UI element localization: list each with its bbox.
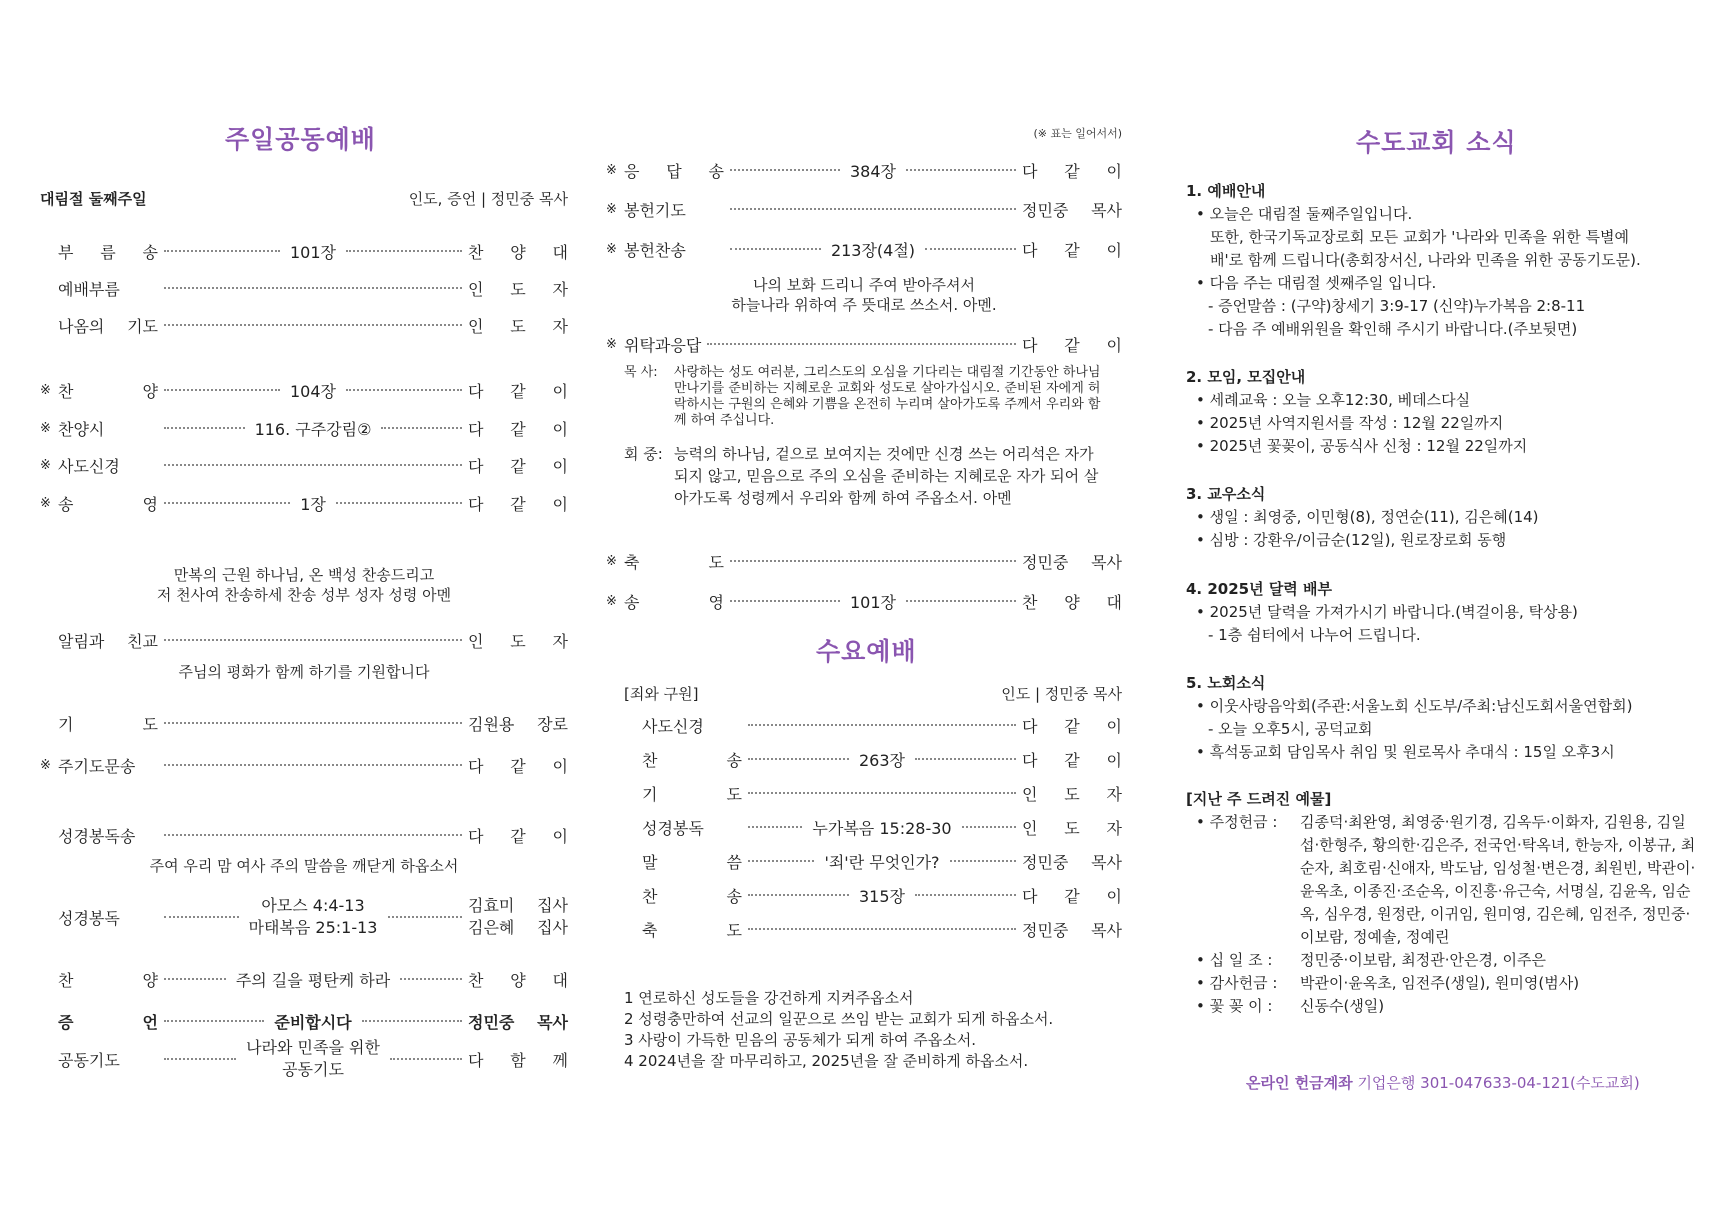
sunday-worship-column xyxy=(40,0,568,1214)
wednesday-subheader xyxy=(624,683,1122,704)
sunday-name: 대림절 둘째주일 xyxy=(40,190,147,208)
church-news-column xyxy=(1186,0,1696,1214)
standing-mark: ※ xyxy=(606,201,617,217)
common-prayer-title: 나라와 민족을 위한 공동기도 xyxy=(246,1038,380,1079)
order-detail: 213장(4절) xyxy=(830,240,916,260)
order-row xyxy=(40,627,568,653)
order-name: 축 도 xyxy=(642,920,742,940)
order-who: 다 같 이 xyxy=(468,756,568,776)
pastor-response: 목 사: 사랑하는 성도 여러분, 그리스도의 오심을 기다리는 대림절 기간동안 하나님 만나기를 준비하는 지혜로운 교회와 성도로 살아가십시오. 준비된 자에게 허락하시는 구원의 은혜와 기쁨을 온전히 누리며 살아가도록 주께서 우리와 함께 하여 주십니다. xyxy=(624,365,1101,428)
order-detail: 116. 구주강림② xyxy=(254,419,372,439)
order-name: 찬양시 xyxy=(58,419,105,439)
offering-weekly: • 주정헌금 : 김종덕·최완영, 최영중·원기경, 김옥두·이화자, 김원용, 김일섭·한형주, 황의한·김은주, 전국언·탁옥녀, 한능자, 이봉규, 최순자, 최호림·신애자, 박도남, 임성철·변은경, 최원빈, 박관이·윤옥초, 이종진·조순옥, 이진흥·유근숙, 서명실, 김윤옥, 임순옥, 심우경, 원정란, 이귀임, 원미영, 김은혜, 임전주, 정민중·이보람, 정예솔, 정예린 xyxy=(1196,813,1696,946)
order-name: 기 도 xyxy=(642,784,742,804)
order-who: 찬 양 대 xyxy=(468,970,568,990)
prayer-item: 4 2024년을 잘 마무리하고, 2025년을 잘 준비하게 하옵소서. xyxy=(624,1052,1029,1070)
news-offerings: [지난 주 드려진 예물] • 주정헌금 : 김종덕·최완영, 최영중·원기경, 김옥두·이화자, 김원용, 김일섭·한형주, 황의한·김은주, 전국언·탁옥녀, 한능자, 이봉규, 최순자, 최호림·신애자, 박도남, 임성철·변은경, 최원빈, 박관이·윤옥초, 이종진·조순옥, 이진흥·유근숙, 서명실, 김윤옥, 임순옥, 심우경, 원정란, 이귀임, 원미영, 김은혜, 임전주, 정민중·이보람, 정예솔, 정예린 • 십 일 조 : 정민중·이보람, 최정관·안은경, 이주은 • 감사헌금 : 박관이·윤옥초, 임전주(생일), 원미영(범사) • 꽃 꽂 이 : 신동수(생일) xyxy=(1186,788,1696,1018)
order-detail: 준비합시다 xyxy=(274,1012,352,1032)
order-who: 다 같 이 xyxy=(1022,716,1122,736)
order-detail: 101장 xyxy=(290,242,336,262)
order-detail: 315장 xyxy=(859,886,905,906)
order-who: 인 도 자 xyxy=(1022,784,1122,804)
order-who: 다 같 이 xyxy=(468,381,568,401)
order-detail: '죄'란 무엇인가? xyxy=(824,852,940,872)
order-row xyxy=(624,916,1122,942)
offering-flowers: • 꽃 꽂 이 : 신동수(생일) xyxy=(1196,997,1385,1015)
order-row xyxy=(40,822,568,848)
order-detail: 384장 xyxy=(850,161,896,181)
church-news-title: 수도교회 소식 xyxy=(1356,128,1517,157)
order-name: 나옴의 기도 xyxy=(58,316,158,336)
standing-mark: ※ xyxy=(606,241,617,257)
congregation-response: 회 중: 능력의 하나님, 겉으로 보여지는 것에만 신경 쓰는 어리석은 자가 되지 않고, 믿음으로 주의 오심을 준비하는 지혜로운 자가 되어 살아가도록 성령께서 우리와 함께 하여 주옵소서. 아멘 xyxy=(624,445,1099,507)
offering-line-2: 하늘나라 위하여 주 뜻대로 쓰소서. 아멘. xyxy=(731,296,997,314)
standing-mark: ※ xyxy=(40,420,51,436)
order-row xyxy=(624,712,1122,738)
sunday-subheader xyxy=(40,188,568,209)
order-who: 다 같 이 xyxy=(468,456,568,476)
order-name: 축 도 xyxy=(624,552,724,572)
standing-mark: ※ xyxy=(40,757,51,773)
order-who: 정민중 목사 xyxy=(1022,552,1122,572)
offering-tithe: • 십 일 조 : 정민중·이보람, 최정관·안은경, 이주은 xyxy=(1196,951,1546,969)
order-name: 기 도 xyxy=(58,714,158,734)
standing-mark: ※ xyxy=(606,593,617,609)
order-who: 인 도 자 xyxy=(1022,818,1122,838)
standing-mark: ※ xyxy=(40,457,51,473)
order-who: 정민중 목사 xyxy=(1022,852,1122,872)
wednesday-theme: [죄와 구원] xyxy=(624,685,699,703)
order-row-scripture-reading xyxy=(40,894,568,940)
standing-mark: ※ xyxy=(606,162,617,178)
order-who: 다 같 이 xyxy=(1022,240,1122,260)
order-row xyxy=(624,814,1122,840)
order-row-commission: ※ 위탁과응답 다 같 이 xyxy=(606,331,1122,357)
order-row xyxy=(606,548,1122,574)
prayer-item: 3 사랑이 가득한 믿음의 공동체가 되게 하여 주옵소서. xyxy=(624,1031,976,1049)
order-name: 응 답 송 xyxy=(624,161,724,181)
sunday-leader: 인도, 증언 | 정민중 목사 xyxy=(408,190,568,208)
order-who: 정민중 목사 xyxy=(1022,200,1122,220)
standing-mark: ※ xyxy=(40,495,51,511)
order-row xyxy=(40,1008,568,1034)
order-row xyxy=(40,490,568,516)
order-name: 주기도문송 xyxy=(58,756,136,776)
order-name: 사도신경 xyxy=(58,456,120,476)
order-name: 위탁과응답 xyxy=(624,335,702,355)
prayer-item: 1 연로하신 성도들을 강건하게 지켜주옵소서 xyxy=(624,989,914,1007)
order-who: 다 같 이 xyxy=(468,419,569,439)
order-row xyxy=(606,236,1122,262)
order-name: 찬 양 xyxy=(58,381,158,401)
order-name: 봉헌기도 xyxy=(624,200,686,220)
word-prayer-line: 주여 우리 맘 여사 주의 말씀을 깨닫게 하옵소서 xyxy=(149,857,459,875)
order-name: 찬 송 xyxy=(642,750,742,770)
order-row xyxy=(624,882,1122,908)
order-name: 증 언 xyxy=(58,1012,158,1032)
order-who: 김원용 장로 xyxy=(468,714,568,734)
order-who: 찬 양 대 xyxy=(468,242,568,262)
order-row xyxy=(40,312,568,338)
order-who: 다 같 이 xyxy=(468,826,568,846)
order-row xyxy=(40,275,568,301)
order-name: 공동기도 xyxy=(58,1050,120,1070)
doxology-line-2: 저 천사여 찬송하세 찬송 성부 성자 성령 아멘 xyxy=(156,586,452,604)
order-who: 다 같 이 xyxy=(1022,886,1122,906)
order-name: 예배부름 xyxy=(58,279,120,299)
order-detail: 누가복음 15:28-30 xyxy=(812,818,952,838)
reading-readers: 김효미 집사 김은혜 집사 xyxy=(468,896,569,937)
order-who: 찬 양 대 xyxy=(1022,592,1122,612)
order-detail: 263장 xyxy=(859,750,905,770)
middle-column xyxy=(606,0,1122,1214)
order-who: 다 같 이 xyxy=(1022,161,1122,181)
doxology-line-1: 만복의 근원 하나님, 온 백성 찬송드리고 xyxy=(173,566,435,584)
order-name: 송 영 xyxy=(58,494,158,514)
news-calendar: 4. 2025년 달력 배부 • 2025년 달력을 가져가시기 바랍니다.(벽걸이용, 탁상용) - 1층 쉼터에서 나누어 드립니다. xyxy=(1186,580,1578,644)
order-row xyxy=(40,752,568,778)
order-who: 다 같 이 xyxy=(1022,335,1122,355)
order-row xyxy=(624,746,1122,772)
wednesday-leader: 인도 | 정민중 목사 xyxy=(1001,685,1122,703)
offering-lyrics xyxy=(606,275,1122,315)
order-who: 인 도 자 xyxy=(468,631,568,651)
standing-note: (※ 표는 일어서서) xyxy=(1033,127,1122,140)
order-row xyxy=(606,588,1122,614)
standing-mark: ※ xyxy=(606,553,617,569)
wednesday-worship-title: 수요예배 xyxy=(816,637,917,666)
order-row-common-prayer xyxy=(40,1036,568,1082)
order-who: 인 도 자 xyxy=(468,279,568,299)
order-row xyxy=(40,710,568,736)
order-detail: 104장 xyxy=(290,381,336,401)
offering-thanks: • 감사헌금 : 박관이·윤옥초, 임전주(생일), 원미영(범사) xyxy=(1196,974,1580,992)
order-name: 봉헌찬송 xyxy=(624,240,686,260)
order-name: 성경봉독 xyxy=(58,908,120,928)
prayer-item: 2 성령충만하여 선교의 일꾼으로 쓰임 받는 교회가 되게 하옵소서. xyxy=(624,1010,1054,1028)
order-name: 찬 송 xyxy=(642,886,742,906)
news-meetings: 2. 모임, 모집안내 • 세례교육 : 오늘 오후12:30, 베데스다실 • 2025년 사역지원서를 작성 : 12월 22일까지 • 2025년 꽃꽂이, 공동식사 신청 : 12월 22일까지 xyxy=(1186,368,1528,455)
news-presbytery: 5. 노회소식 • 이웃사랑음악회(주관:서울노회 신도부/주최:남신도회서울연합회) - 오늘 오후5시, 공덕교회 • 흑석동교회 담임목사 취임 및 원로목사 추대식 : 15일 오후3시 xyxy=(1186,674,1633,761)
order-row xyxy=(40,966,568,992)
order-name: 말 씀 xyxy=(642,852,742,872)
order-row xyxy=(40,238,568,264)
order-row xyxy=(40,377,568,403)
standing-mark: ※ xyxy=(40,382,51,398)
online-offering-account: 온라인 헌금계좌 기업은행 301-047633-04-121(수도교회) xyxy=(1246,1074,1640,1092)
order-name: 찬 양 xyxy=(58,970,158,990)
peace-line: 주님의 평화가 함께 하기를 기원합니다 xyxy=(178,663,430,681)
order-who: 다 같 이 xyxy=(468,494,569,514)
order-row xyxy=(606,157,1122,183)
order-row xyxy=(624,848,1122,874)
order-name: 사도신경 xyxy=(642,716,704,736)
order-row xyxy=(40,452,568,478)
order-detail: 101장 xyxy=(850,592,896,612)
order-row xyxy=(624,780,1122,806)
reading-passages: 아모스 4:4-13 마태복음 25:1-13 xyxy=(248,896,378,937)
order-name: 부 름 송 xyxy=(58,242,158,262)
order-name: 알림과 친교 xyxy=(58,631,158,651)
order-detail: 1장 xyxy=(300,494,326,514)
order-row xyxy=(606,196,1122,222)
news-members: 3. 교우소식 • 생일 : 최영중, 이민형(8), 정연순(11), 김은혜(14) • 심방 : 강환우/이금순(12일), 원로장로회 동행 xyxy=(1186,485,1539,549)
order-who: 다 함 께 xyxy=(468,1050,569,1070)
order-who: 인 도 자 xyxy=(468,316,568,336)
news-worship: 1. 예배안내 • 오늘은 대림절 둘째주일입니다. 또한, 한국기독교장로회 모든 교회가 '나라와 민족을 위한 특별예 배'로 함께 드립니다(총회장서신, 나라와 민족을 위한 공동기도문). • 다음 주는 대림절 셋째주일 입니다. - 증언말씀 : (구약)창세기 3:9-17 (신약)누가복음 2:8-11 - 다음 주 예배위원을 확인해 주시기 바랍니다.(주보뒷면) xyxy=(1186,182,1641,338)
offering-line-1: 나의 보화 드리니 주여 받아주셔서 xyxy=(753,276,975,294)
order-name: 성경봉독송 xyxy=(58,826,136,846)
order-who: 정민중 목사 xyxy=(1022,920,1122,940)
sunday-worship-title: 주일공동예배 xyxy=(225,125,376,154)
doxology-lyrics xyxy=(40,565,568,605)
order-name: 성경봉독 xyxy=(642,818,704,838)
prayer-topics xyxy=(624,988,1122,1072)
order-detail: 주의 길을 평탄케 하라 xyxy=(235,970,391,990)
order-who: 정민중 목사 xyxy=(468,1012,568,1032)
order-name: 송 영 xyxy=(624,592,724,612)
order-row xyxy=(40,415,568,441)
order-who: 다 같 이 xyxy=(1022,750,1122,770)
